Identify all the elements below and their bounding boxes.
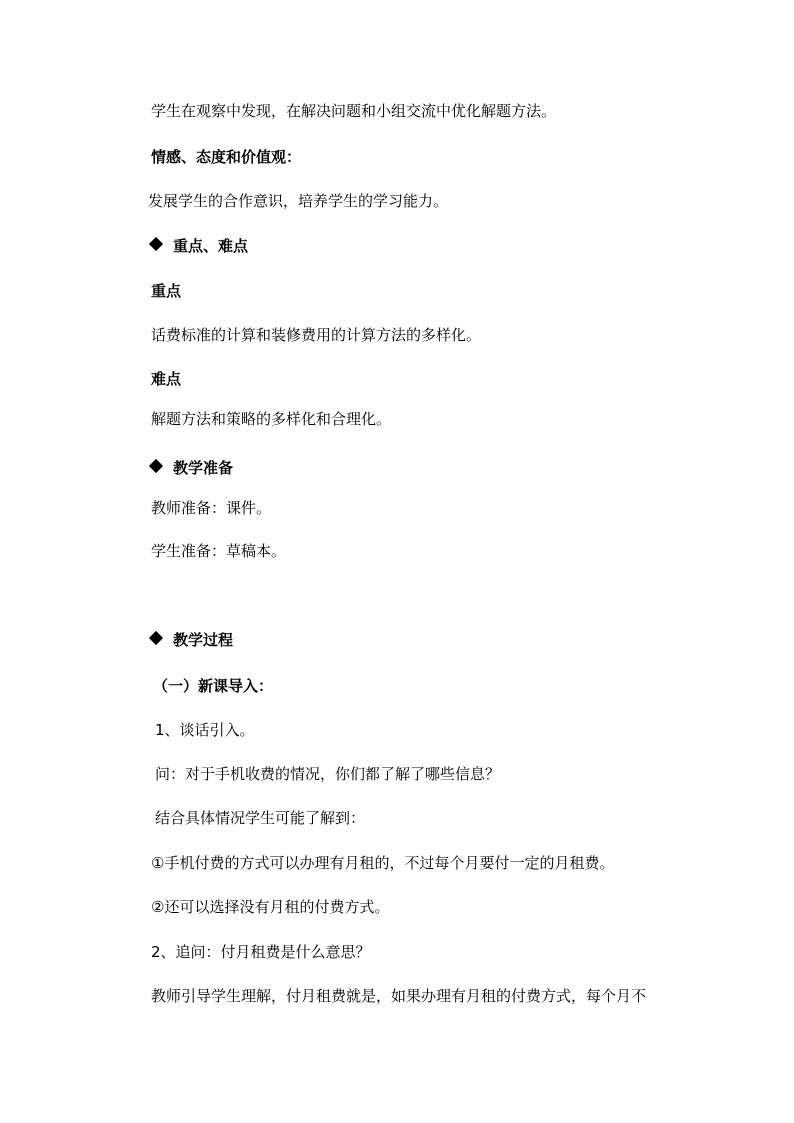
paragraph-cooperation: 发展学生的合作意识，培养学生的学习能力。 (148, 192, 449, 210)
diamond-bullet-icon (149, 237, 163, 251)
subheading-difficult-point: 难点 (151, 370, 182, 388)
subheading-new-lesson-intro: （一）新课导入： (153, 677, 274, 695)
section-teaching-preparation (151, 458, 233, 478)
paragraph-point-two: ②还可以选择没有月租的付费方式。 (151, 898, 390, 916)
paragraph-point-one: ①手机付费的方式可以办理有月租的，不过每个月要付一定的月租费。 (151, 854, 615, 872)
paragraph-key-point: 话费标准的计算和装修费用的计算方法的多样化。 (151, 326, 482, 344)
section-title: 教学准备 (173, 459, 234, 477)
paragraph-difficult-point: 解题方法和策略的多样化和合理化。 (151, 410, 392, 428)
diamond-bullet-icon (149, 631, 163, 645)
diamond-bullet-icon (149, 459, 163, 473)
section-teaching-process (151, 630, 233, 650)
paragraph-question: 问：对于手机收费的情况，你们都了解了哪些信息？ (155, 765, 501, 783)
paragraph-teacher-preparation: 教师准备：课件。 (151, 499, 272, 517)
subheading-key-point: 重点 (151, 282, 182, 300)
paragraph-student-understanding: 结合具体情况学生可能了解到： (155, 809, 366, 827)
paragraph-teacher-guidance: 教师引导学生理解，付月租费就是，如果办理有月租的付费方式，每个月不 (151, 987, 647, 1005)
paragraph-talk-intro: 1、谈话引入。 (155, 721, 255, 739)
section-key-difficult-points (151, 236, 248, 256)
section-title: 教学过程 (173, 631, 234, 649)
paragraph-follow-up-question: 2、追问：付月租费是什么意思？ (151, 943, 371, 961)
section-title: 重点、难点 (173, 237, 249, 255)
heading-emotion-attitude-values: 情感、态度和价值观： (151, 148, 302, 166)
paragraph-process-ability: 学生在观察中发现，在解决问题和小组交流中优化解题方法。 (151, 102, 557, 120)
paragraph-student-preparation: 学生准备：草稿本。 (151, 542, 287, 560)
